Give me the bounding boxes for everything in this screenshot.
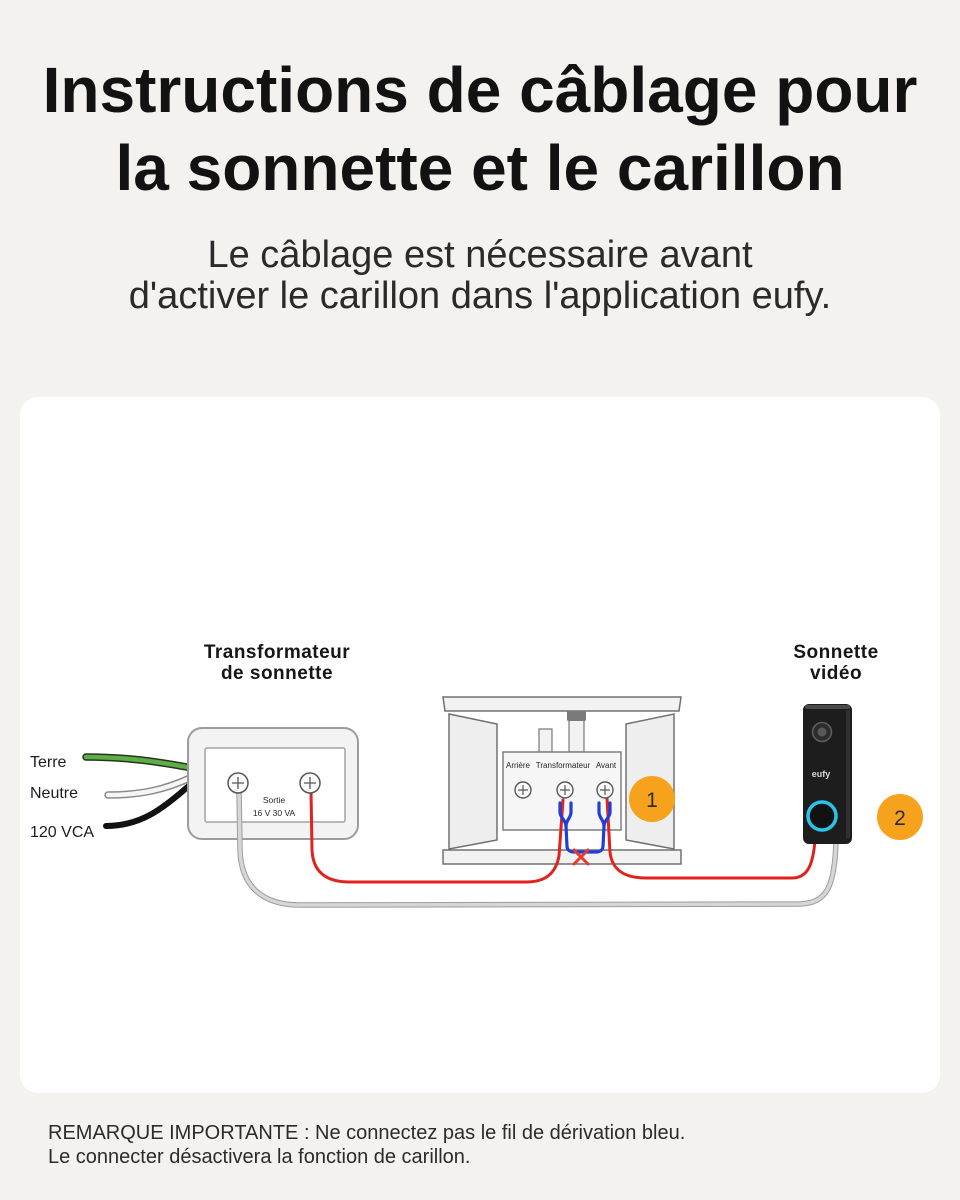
neutral-label: Neutre [30,785,79,802]
line-voltage-label: 120 VCA [30,824,95,841]
mains-wires [86,757,192,826]
doorbell-transformer [188,728,358,839]
page-subtitle-line: d'activer le carillon dans l'application eufy. [128,275,832,317]
transformer-title: Transformateur [203,642,351,663]
badge-number: 2 [894,807,906,830]
doorbell-title: vidéo [809,663,863,684]
important-note [48,1121,685,1169]
note-line: REMARQUE IMPORTANTE : Ne connectez pas le fil de dérivation bleu. [48,1122,686,1144]
step-1-badge [629,776,675,822]
transformer-title: de sonnette [220,663,334,684]
doorbell-title: Sonnette [793,642,879,663]
chime-plunger [569,719,584,752]
doorbell-top-rim [805,705,850,709]
transformer-screw-right [300,773,320,793]
page-title-line: Instructions de câblage pour [42,54,918,126]
page-subtitle-line: Le câblage est nécessaire avant [207,234,753,276]
terminal-label-transformer: Transformateur [535,761,591,770]
badge-number: 1 [646,789,658,812]
wiring-diagram [20,397,940,1093]
doorbell-button-ring [808,802,836,830]
step-2-badge [877,794,923,840]
chime-bottom-cover [443,850,681,864]
chime-top-cover [443,697,681,711]
chime-plunger-cap [567,711,586,721]
chime-left-door [449,714,497,849]
note-line: Le connecter désactivera la fonction de carillon. [48,1146,471,1168]
video-doorbell [803,704,852,844]
chime-solenoid [539,729,552,752]
chime-screw-rear [515,782,531,798]
transformer-output-label: Sortie [262,795,286,805]
transformer-rating: 16 V 30 VA [252,808,296,818]
ground-label: Terre [30,754,67,771]
terminal-label-rear: Arrière [505,761,531,770]
terminal-label-front: Avant [595,761,617,770]
chime-screw-front [597,782,613,798]
camera-lens-center [818,728,827,737]
chime-screw-transformer [557,782,573,798]
doorbell-brand: eufy [811,769,831,779]
page-title-line: la sonnette et le carillon [115,132,845,204]
doorbell-side-edge [846,710,850,838]
transformer-screw-left [228,773,248,793]
